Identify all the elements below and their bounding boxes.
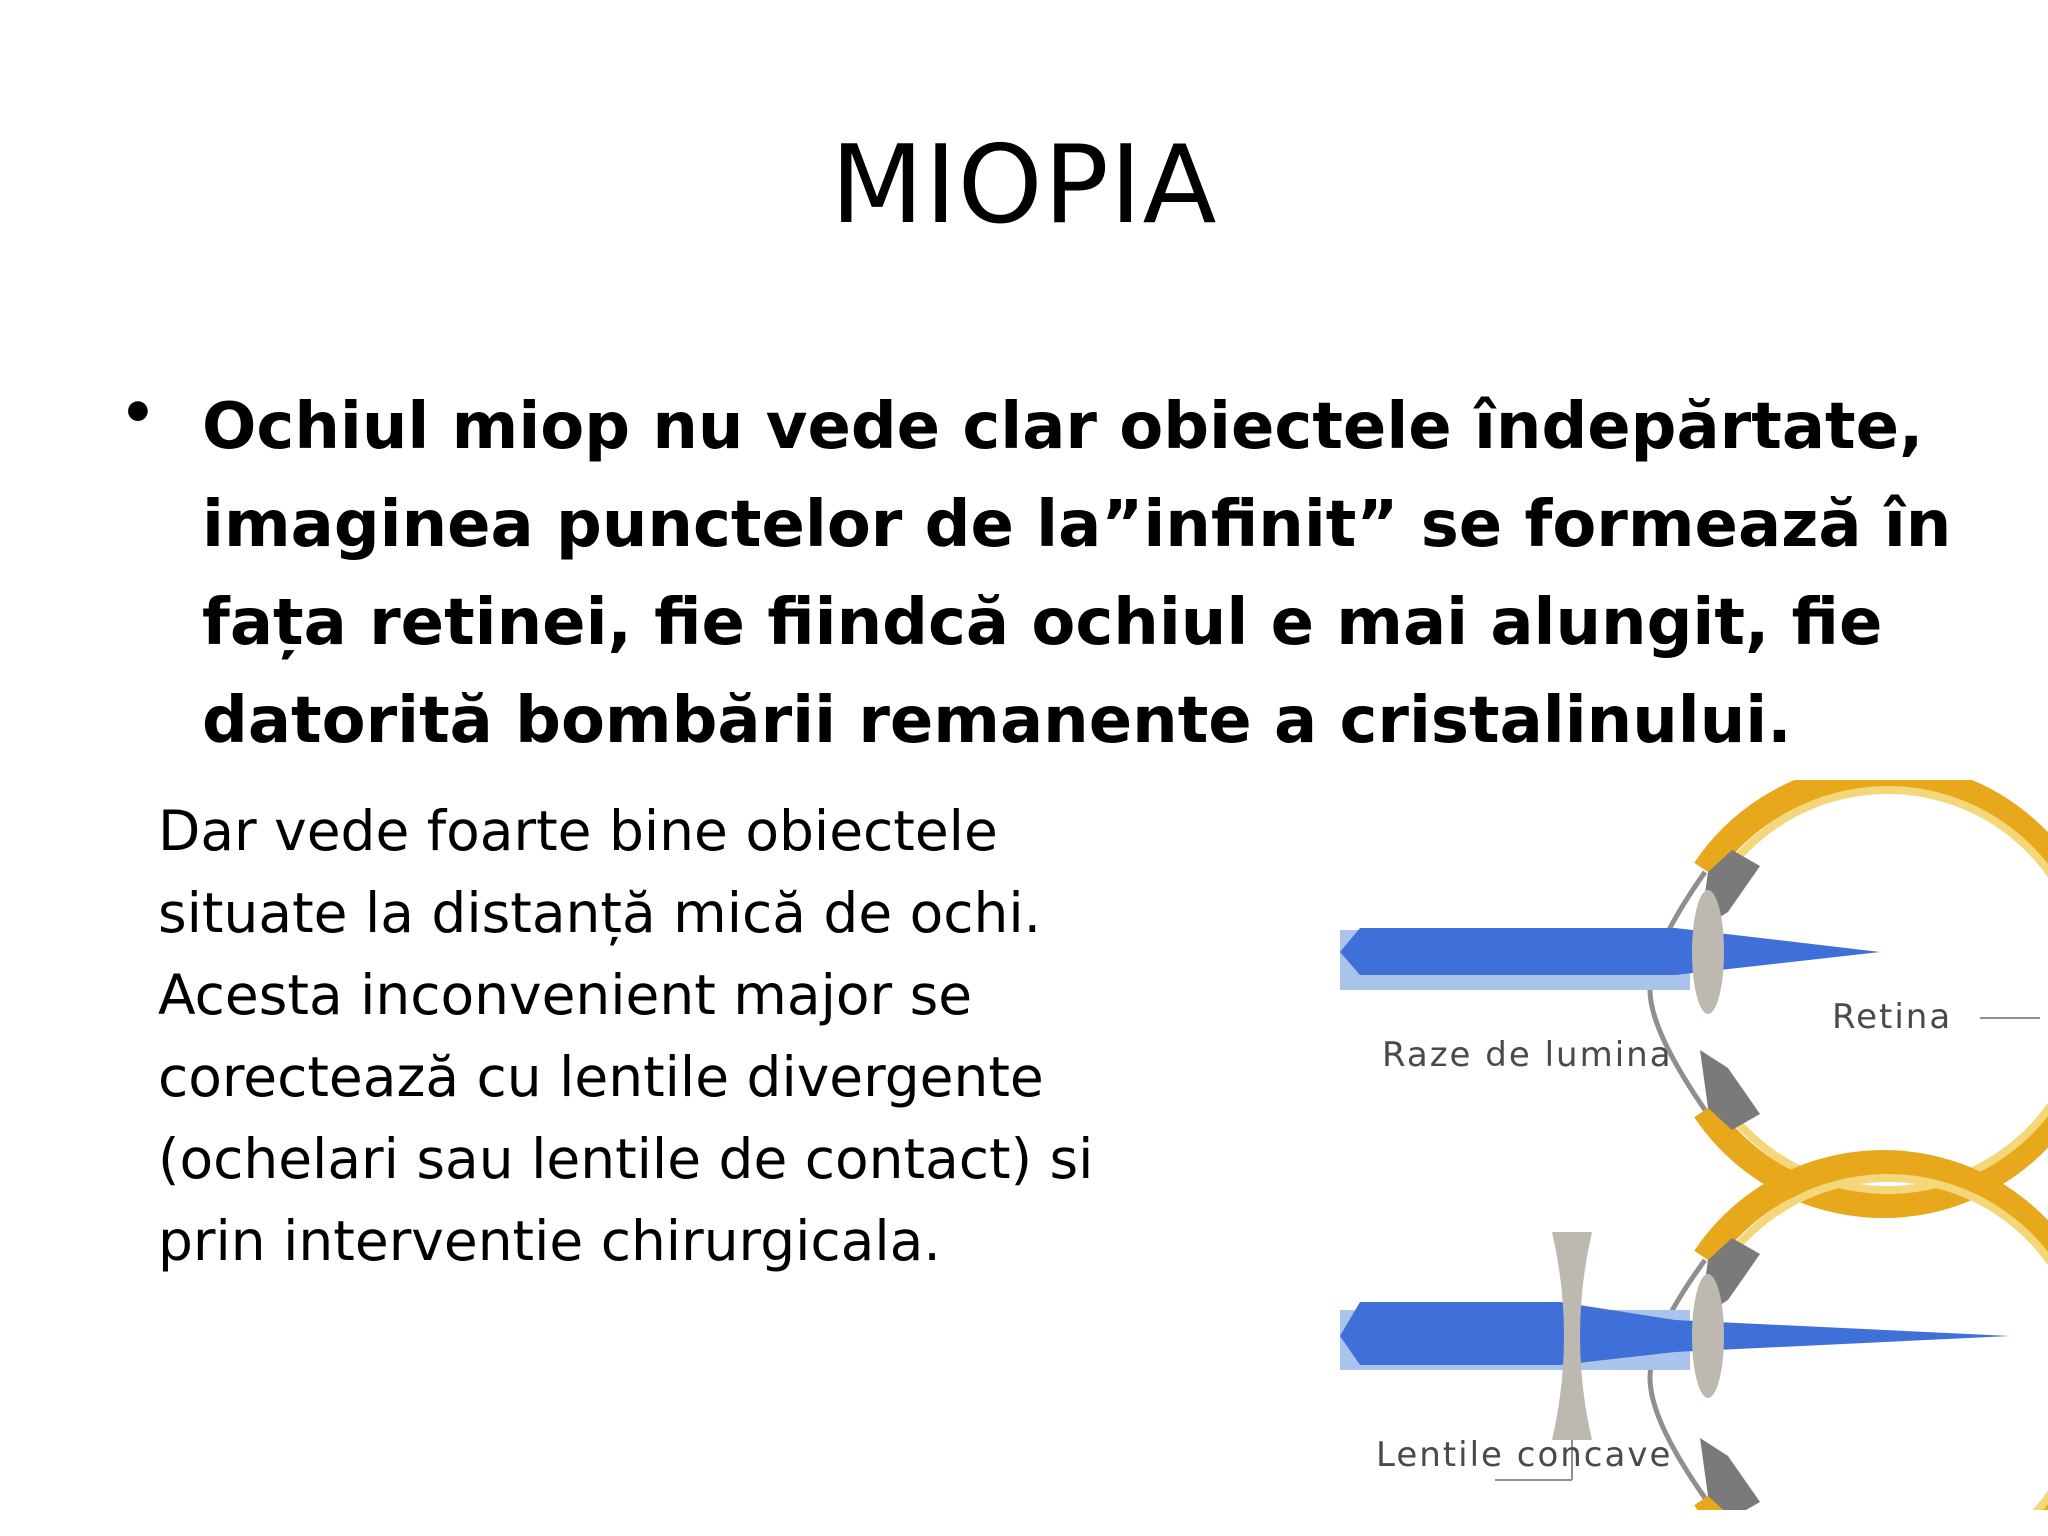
light-rays-label: Raze de lumina [1382, 1035, 1673, 1075]
top-eye [1340, 780, 2048, 1205]
top-crystalline-lens [1692, 890, 1724, 1014]
concave-lens-label: Lentile concave [1376, 1435, 1673, 1475]
bullet-line: fața retinei, fie fiindcă ochiul e mai alungit, fie [202, 586, 1883, 660]
body-line: (ochelari sau lentile de contact) si [158, 1127, 1094, 1191]
body-line: prin interventie chirurgicala. [158, 1209, 941, 1273]
bullet-line: imaginea punctelor de la”infinit” se formează în [202, 488, 1952, 562]
bullet-dot: • [120, 381, 156, 446]
bottom-eye [1340, 1163, 2048, 1510]
bullet-text [202, 378, 1952, 770]
top-eyeball-inner [1718, 790, 2048, 1190]
body-line: Acesta inconvenient major se [158, 963, 973, 1027]
retina-label: Retina [1832, 997, 1953, 1037]
body-line: situate la distanță mică de ochi. [158, 881, 1042, 945]
bottom-crystalline-lens [1692, 1274, 1724, 1398]
myopia-eye-diagram [1320, 780, 2048, 1510]
bullet-line: Ochiul miop nu vede clar obiectele îndepărtate, [202, 390, 1924, 464]
top-light-ray [1340, 928, 1880, 975]
body-paragraph [158, 790, 1138, 1282]
bullet-line: datorită bombării remanente a cristalinului. [202, 684, 1792, 758]
eye-diagram-svg [1320, 780, 2048, 1510]
body-line: Dar vede foarte bine obiectele [158, 799, 998, 863]
body-line: corectează cu lentile divergente [158, 1045, 1044, 1109]
slide-title: MIOPIA [830, 123, 1218, 248]
